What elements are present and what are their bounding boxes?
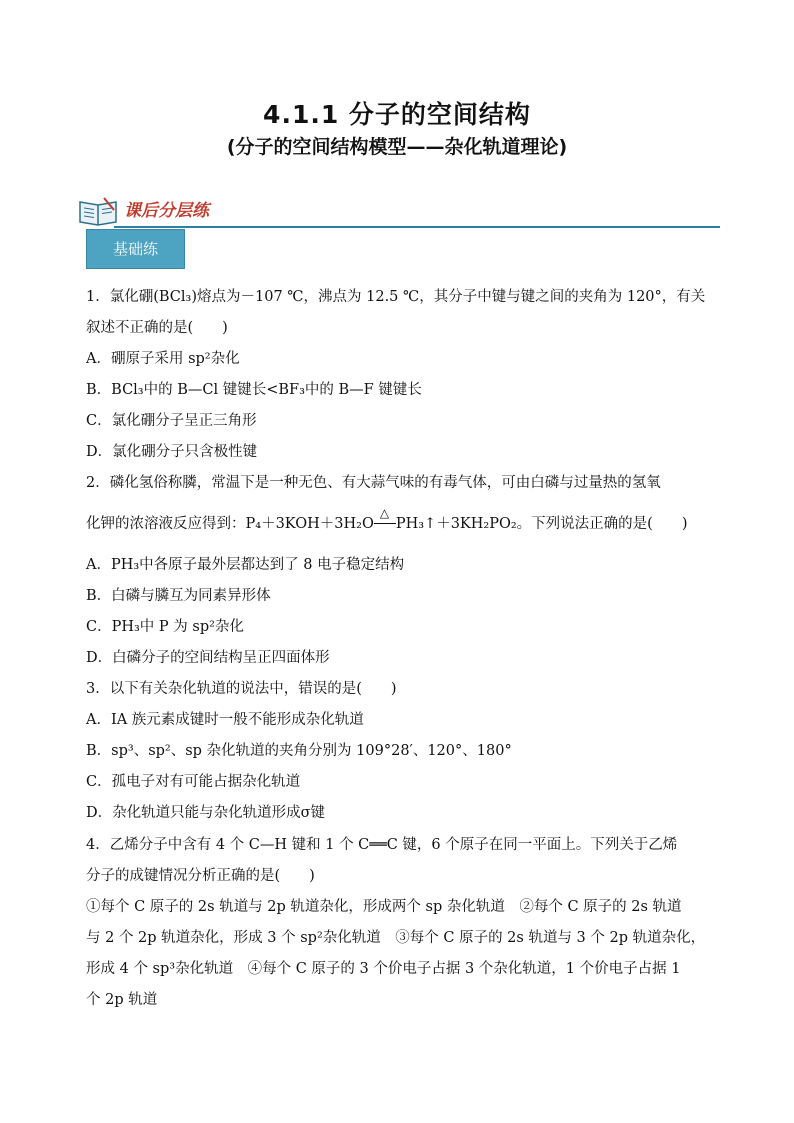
- q1-option-b: B．BCl₃中的 B—Cl 键键长<BF₃中的 B—F 键键长: [86, 382, 422, 398]
- heat-arrow: [374, 506, 396, 530]
- q4-stem-line2: 分子的成键情况分析正确的是( ): [86, 868, 315, 884]
- q1-stem-line1: 1．氯化硼(BCl₃)熔点为－107 ℃，沸点为 12.5 ℃，其分子中键与键之间的夹角为 120°，有关: [86, 289, 706, 305]
- q3-option-a: A．ⅠA 族元素成键时一般不能形成杂化轨道: [86, 712, 364, 728]
- section-title: 课后分层练: [124, 201, 209, 221]
- q4-statement-line3: 形成 4 个 sp³杂化轨道 ④每个 C 原子的 3 个价电子占据 3 个杂化轨道，1 个价电子占据 1: [86, 961, 681, 977]
- q3-stem-line1: 3．以下有关杂化轨道的说法中，错误的是( ): [86, 681, 397, 697]
- q4-stem-line1: 4．乙烯分子中含有 4 个 C—H 键和 1 个 C══C 键，6 个原子在同一平面上。下列关于乙烯: [86, 837, 678, 853]
- q2-equation-right: PH₃↑＋3KH₂PO₂。下列说法正确的是( ): [395, 516, 688, 532]
- q4-statement-line1: ①每个 C 原子的 2s 轨道与 2p 轨道杂化，形成两个 sp 杂化轨道 ②每个 C 原子的 2s 轨道: [86, 899, 682, 915]
- q2-option-d: D．白磷分子的空间结构呈正四面体形: [86, 650, 330, 666]
- q2-option-c: C．PH₃中 P 为 sp²杂化: [86, 619, 244, 635]
- q3-option-c: C．孤电子对有可能占据杂化轨道: [86, 774, 301, 790]
- section-header: [78, 190, 720, 230]
- book-icon: [78, 196, 118, 226]
- q1-option-d: D．氯化硼分子只含极性键: [86, 444, 258, 460]
- q3-option-d: D．杂化轨道只能与杂化轨道形成σ键: [86, 805, 326, 821]
- q3-option-b: B．sp³、sp²、sp 杂化轨道的夹角分别为 109°28′、120°、180°: [86, 743, 512, 759]
- page-title: 4.1.1 分子的空间结构: [263, 100, 531, 129]
- q4-statement-line4: 个 2p 轨道: [86, 992, 158, 1008]
- page-subtitle: (分子的空间结构模型——杂化轨道理论): [226, 136, 568, 158]
- section-divider: [114, 226, 720, 228]
- q2-stem-line2: [86, 506, 688, 533]
- q4-statement-line2: 与 2 个 2p 轨道杂化，形成 3 个 sp²杂化轨道 ③每个 C 原子的 2s 轨道与 3 个 2p 轨道杂化，: [86, 930, 706, 946]
- q1-stem-line2: 叙述不正确的是( ): [86, 320, 228, 336]
- q2-stem-line1: 2．磷化氢俗称膦，常温下是一种无色、有大蒜气味的有毒气体，可由白磷与过量热的氢氧: [86, 475, 661, 491]
- q1-option-a: A．硼原子采用 sp²杂化: [86, 351, 240, 367]
- q1-option-c: C．氯化硼分子呈正三角形: [86, 413, 257, 429]
- q2-equation-left: 化钾的浓溶液反应得到：P₄＋3KOH＋3H₂O: [86, 516, 374, 532]
- q2-option-b: B．白磷与膦互为同素异形体: [86, 588, 271, 604]
- delta-symbol: △: [379, 506, 390, 520]
- basic-practice-label: 基础练: [86, 229, 185, 269]
- q2-option-a: A．PH₃中各原子最外层都达到了 8 电子稳定结构: [86, 557, 405, 573]
